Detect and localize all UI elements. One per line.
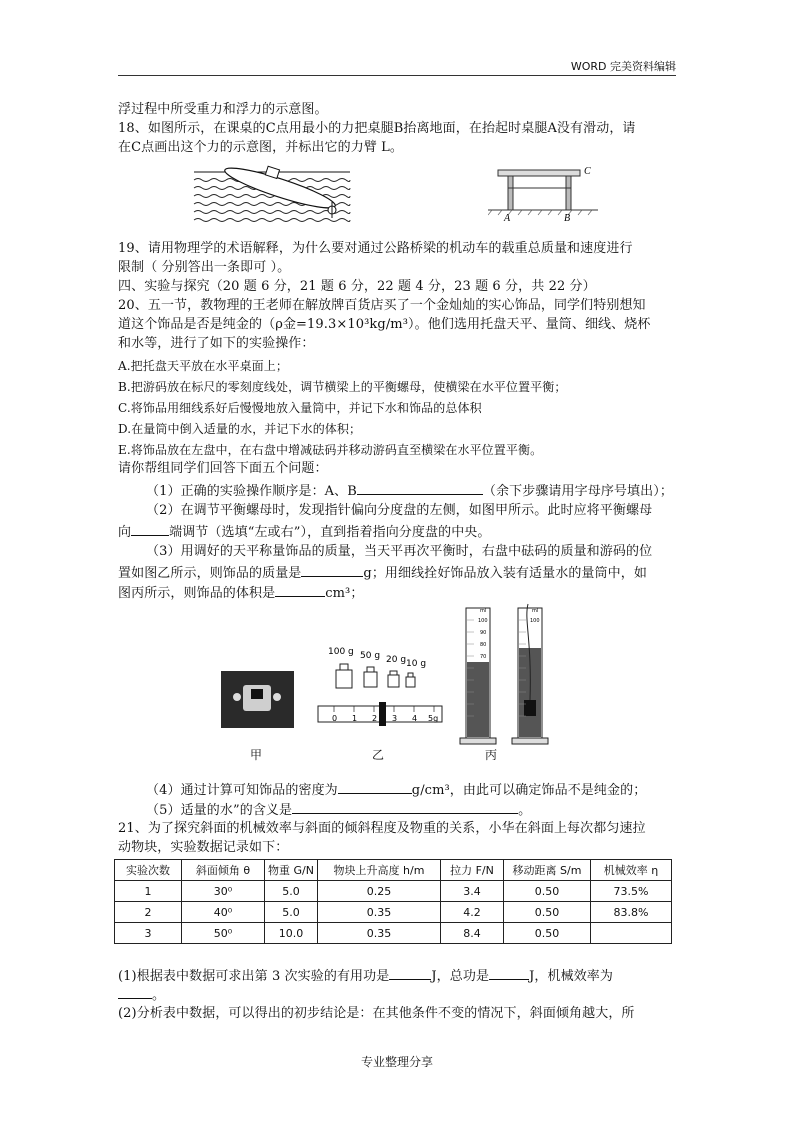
table-cell: 3.4 [441,881,504,902]
caption-jia: 甲 [250,748,263,762]
text-line: 请你帮组同学们回答下面五个问题： [118,461,328,476]
answer-blank[interactable] [301,563,363,577]
ruler-tick: 1 [352,714,358,723]
sub-question-21-1: (1)根据表中数据可求出第 3 次实验的有用功是 J，总功是 J，机械效率为 [118,966,613,986]
table-cell: 5.0 [265,881,318,902]
table-row [115,902,672,923]
answer-blank[interactable] [131,522,169,536]
step-a: A.把托盘天平放在水平桌面上； [118,359,288,373]
text-line: 向 端调节（选填“左或右”），直到指着指向分度盘的中央。 [118,522,491,542]
table-cell: 2 [115,902,182,923]
table-header: 斜面倾角 θ [182,860,265,881]
text-line: 图丙所示，则饰品的体积是 cm³； [118,583,363,603]
answer-blank[interactable] [357,481,483,495]
table-cell: 0.50 [504,881,591,902]
sub-question-4: （4）通过计算可知饰品的密度为 g/cm³，由此可以确定饰品不是纯金的； [146,780,646,800]
ruler-tick: 5g [428,714,439,723]
table-cell: 10.0 [265,923,318,944]
ruler-tick: 0 [332,714,338,723]
answer-blank[interactable] [338,780,412,794]
cylinder-unit: ml [480,608,487,614]
table-header: 物块上升高度 h/m [318,860,441,881]
sub-question-21-2: (2)分析表中数据，可以得出的初步结论是：在其他条件不变的情况下，斜面倾角越大，所 [118,1006,635,1021]
table-header: 实验次数 [115,860,182,881]
question-18: 18、如图所示，在课桌的C点用最小的力把桌腿B抬离地面，在抬起时桌腿A没有滑动，请 [118,121,636,136]
section-heading: 四、实验与探究（20 题 6 分，21 题 6 分，22 题 4 分，23 题 6 分，共 22 分） [118,279,596,294]
table-cell: 30⁰ [182,881,265,902]
table-cell [591,923,672,944]
sub-question-3: （3）用调好的天平称量饰品的质量，当天平再次平衡时，右盘中砝码的质量和游码的位 [146,544,653,559]
cylinder-tick: 100 [478,618,488,624]
question-20: 20、五一节，教物理的王老师在解放牌百货店买了一个金灿灿的实心饰品，同学们特别想知 [118,298,646,313]
question-19: 19、请用物理学的术语解释，为什么要对通过公路桥梁的机动车的载重总质量和速度进行 [118,241,633,256]
text-line: 浮过程中所受重力和浮力的示意图。 [118,102,328,117]
table-cell: 0.25 [318,881,441,902]
weights-and-ruler-figure [316,642,446,732]
answer-blank[interactable] [489,966,529,980]
table-row [115,923,672,944]
table-cell: 1 [115,881,182,902]
text-line: 道这个饰品是否是纯金的（ρ金=19.3×10³kg/m³）。他们选用托盘天平、量筒、细线、烧杯 [118,317,651,332]
weight-label: 20 g [386,655,407,665]
desk-label-c: C [584,166,591,177]
table-cell: 0.50 [504,923,591,944]
text-line: 在C点画出这个力的示意图，并标出它的力臂 L。 [118,140,404,155]
text-line: 和水等，进行了如下的实验操作： [118,336,315,351]
graduated-cylinders-figure [458,600,558,750]
page-header: WORD 完美资料编辑 [570,60,676,73]
table-cell: 50⁰ [182,923,265,944]
weight-label: 100 g [328,647,354,657]
table-header-row [115,860,672,881]
caption-yi: 乙 [372,748,385,762]
table-header: 拉力 F/N [441,860,504,881]
ruler-tick: 2 [372,714,378,723]
question-21: 21、为了探究斜面的机械效率与斜面的倾斜程度及物重的关系，小华在斜面上每次都匀速拉 [118,821,646,836]
submarine-figure [190,158,355,230]
desk-label-a: A [504,213,511,222]
sub-question-2: （2）在调节平衡螺母时，发现指针偏向分度盘的左侧，如图甲所示。此时应将平衡螺母 [146,503,653,518]
table-cell: 5.0 [265,902,318,923]
experiment-table [114,859,672,944]
cylinder-tick: 90 [480,630,487,636]
caption-bing: 丙 [485,748,498,762]
cylinder-tick: 100 [530,618,540,624]
answer-blank[interactable] [275,583,325,597]
cylinder-tick: 70 [480,654,487,660]
desk-label-b: B [564,213,571,222]
table-cell: 73.5% [591,881,672,902]
step-d: D.在量筒中倒入适量的水，并记下水的体积； [118,422,362,436]
text-line: 限制（ 分别答出一条即可 ）。 [118,260,291,275]
text-line: 动物块，实验数据记录如下： [118,840,289,855]
sub-question-5: （5）适量的水”的含义是 。 [146,800,531,820]
header-rule [118,75,676,76]
table-header: 移动距离 S/m [504,860,591,881]
answer-blank[interactable] [118,985,152,999]
text-line: 。 [118,985,165,1005]
sub-question-1: （1）正确的实验操作顺序是：A、B （余下步骤请用字母序号填出）； [146,481,673,501]
answer-blank[interactable] [389,966,431,980]
weight-label: 50 g [360,651,381,661]
table-cell: 3 [115,923,182,944]
table-header: 物重 G/N [265,860,318,881]
desk-figure [488,160,598,222]
table-cell: 0.50 [504,902,591,923]
table-cell: 0.35 [318,923,441,944]
table-row [115,881,672,902]
table-cell: 40⁰ [182,902,265,923]
text-line: 置如图乙所示，则饰品的质量是 g；用细线拴好饰品放入装有适量水的量筒中，如 [118,563,647,583]
page-footer: 专业整理分享 [360,1055,433,1069]
table-cell: 83.8% [591,902,672,923]
step-c: C.将饰品用细线系好后慢慢地放入量筒中，并记下水和饰品的总体积 [118,401,482,415]
answer-blank[interactable] [292,800,518,814]
ruler-tick: 4 [412,714,418,723]
weight-label: 10 g [406,659,427,669]
table-cell: 8.4 [441,923,504,944]
step-e: E.将饰品放在左盘中，在右盘中增减砝码并移动游码直至横梁在水平位置平衡。 [118,443,543,457]
cylinder-unit: ml [532,608,539,614]
step-b: B.把游码放在标尺的零刻度线处，调节横梁上的平衡螺母，使横梁在水平位置平衡； [118,380,567,394]
balance-pointer-photo [221,671,294,728]
ruler-tick: 3 [392,714,398,723]
table-cell: 4.2 [441,902,504,923]
table-header: 机械效率 η [591,860,672,881]
cylinder-tick: 80 [480,642,487,648]
table-cell: 0.35 [318,902,441,923]
